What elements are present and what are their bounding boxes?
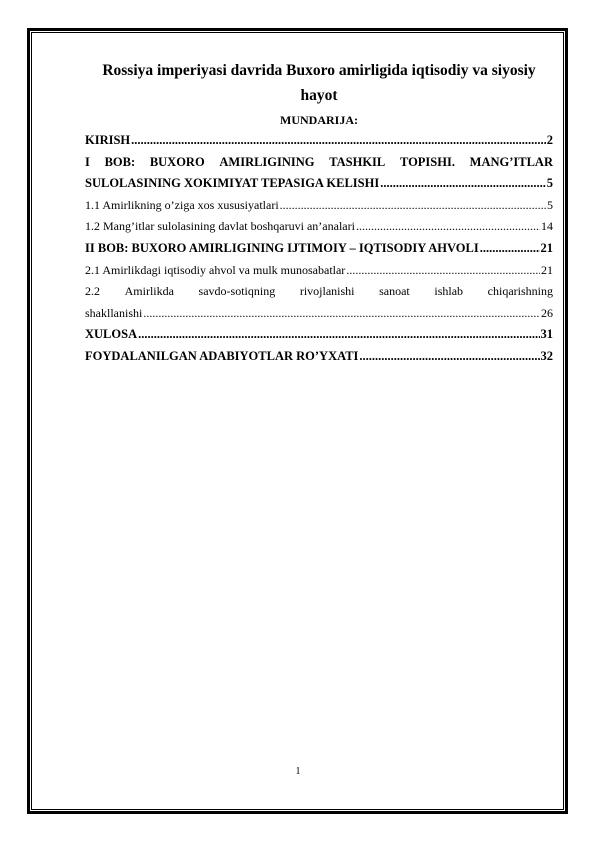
toc-leader-dots [356,219,540,234]
toc-entry-page: 5 [546,176,553,191]
toc-entry-chapter-1[interactable] [85,155,553,198]
toc-word: BOB: [104,154,136,169]
document-title: Rossiya imperiyasi davrida Buxoro amirligida iqtisodiy va siyosiy hayot [102,62,536,104]
toc-word: savdo-sotiqning [198,284,276,299]
toc-entry-label: XULOSA [85,327,138,342]
toc-entry-label: KIRISH [85,133,131,147]
toc-entry-section-1-2[interactable] [85,219,553,241]
toc-entry-section-2-2[interactable] [85,284,553,327]
toc-leader-dots [380,176,546,191]
toc-entry-section-1-1[interactable] [85,198,553,220]
toc-entry-label-line2 [85,176,553,198]
toc-word: TOPISHI. [399,154,455,169]
toc-heading: MUNDARIJA: [280,113,358,127]
toc-leader-dots [480,241,540,256]
toc-entry-page: 26 [541,305,553,320]
toc-entry-section-2-1[interactable] [85,263,553,285]
toc-word: MANG’ITLAR [469,154,553,169]
toc-word: 2.2 [85,284,100,299]
toc-entry-chapter-2[interactable] [85,241,553,263]
toc-word: BUXORO [149,154,205,169]
toc-word: I [85,154,90,169]
toc-entry-label: shakllanishi [85,305,143,320]
toc-entry-label: FOYDALANILGAN ADABIYOTLAR RO’YXATI [85,348,359,363]
toc-word: chiqarishning [487,284,553,299]
toc-entry-kirish[interactable] [85,133,553,155]
toc-word: ishlab [434,284,464,299]
page-number: 1 [295,766,301,777]
toc-word: AMIRLIGINING [219,154,315,169]
toc-word: Amirlikda [124,284,174,299]
table-of-contents [85,133,553,371]
toc-entry-page: 2 [546,133,553,147]
toc-entry-xulosa[interactable] [85,327,553,349]
toc-word: TASHKIL [329,154,386,169]
toc-leader-dots [346,263,540,278]
toc-entry-label-line1 [85,284,553,306]
toc-leader-dots [138,327,539,342]
toc-leader-dots [131,133,546,148]
toc-entry-references[interactable] [85,349,553,371]
toc-entry-label: 2.1 Amirlikdagi iqtisodiy ahvol va mulk munosabatlar [85,262,346,277]
toc-entry-label: 1.1 Amirlikning o’ziga xos xususiyatlari [85,197,279,212]
toc-entry-label: 1.2 Mang’itlar sulolasining davlat boshqaruvi an’analari [85,219,355,234]
toc-word: rivojlanishi [299,284,355,299]
toc-word: sanoat [379,284,410,299]
toc-entry-page: 14 [541,219,553,234]
toc-entry-page: 21 [541,262,553,277]
toc-leader-dots [280,198,546,213]
toc-leader-dots [359,349,539,364]
toc-entry-page: 21 [540,240,553,255]
toc-entry-label: II BOB: BUXORO AMIRLIGINING IJTIMOIY – IQTISODIY AHVOLI [85,240,479,255]
toc-entry-page: 31 [540,327,553,342]
toc-leader-dots [143,306,540,321]
toc-entry-page: 5 [547,197,553,212]
toc-entry-label-line1 [85,155,553,177]
toc-entry-label: SULOLASINING XOKIMIYAT TEPASIGA KELISHI [85,176,380,191]
toc-entry-page: 32 [540,348,553,363]
toc-entry-label-line2 [85,306,553,328]
